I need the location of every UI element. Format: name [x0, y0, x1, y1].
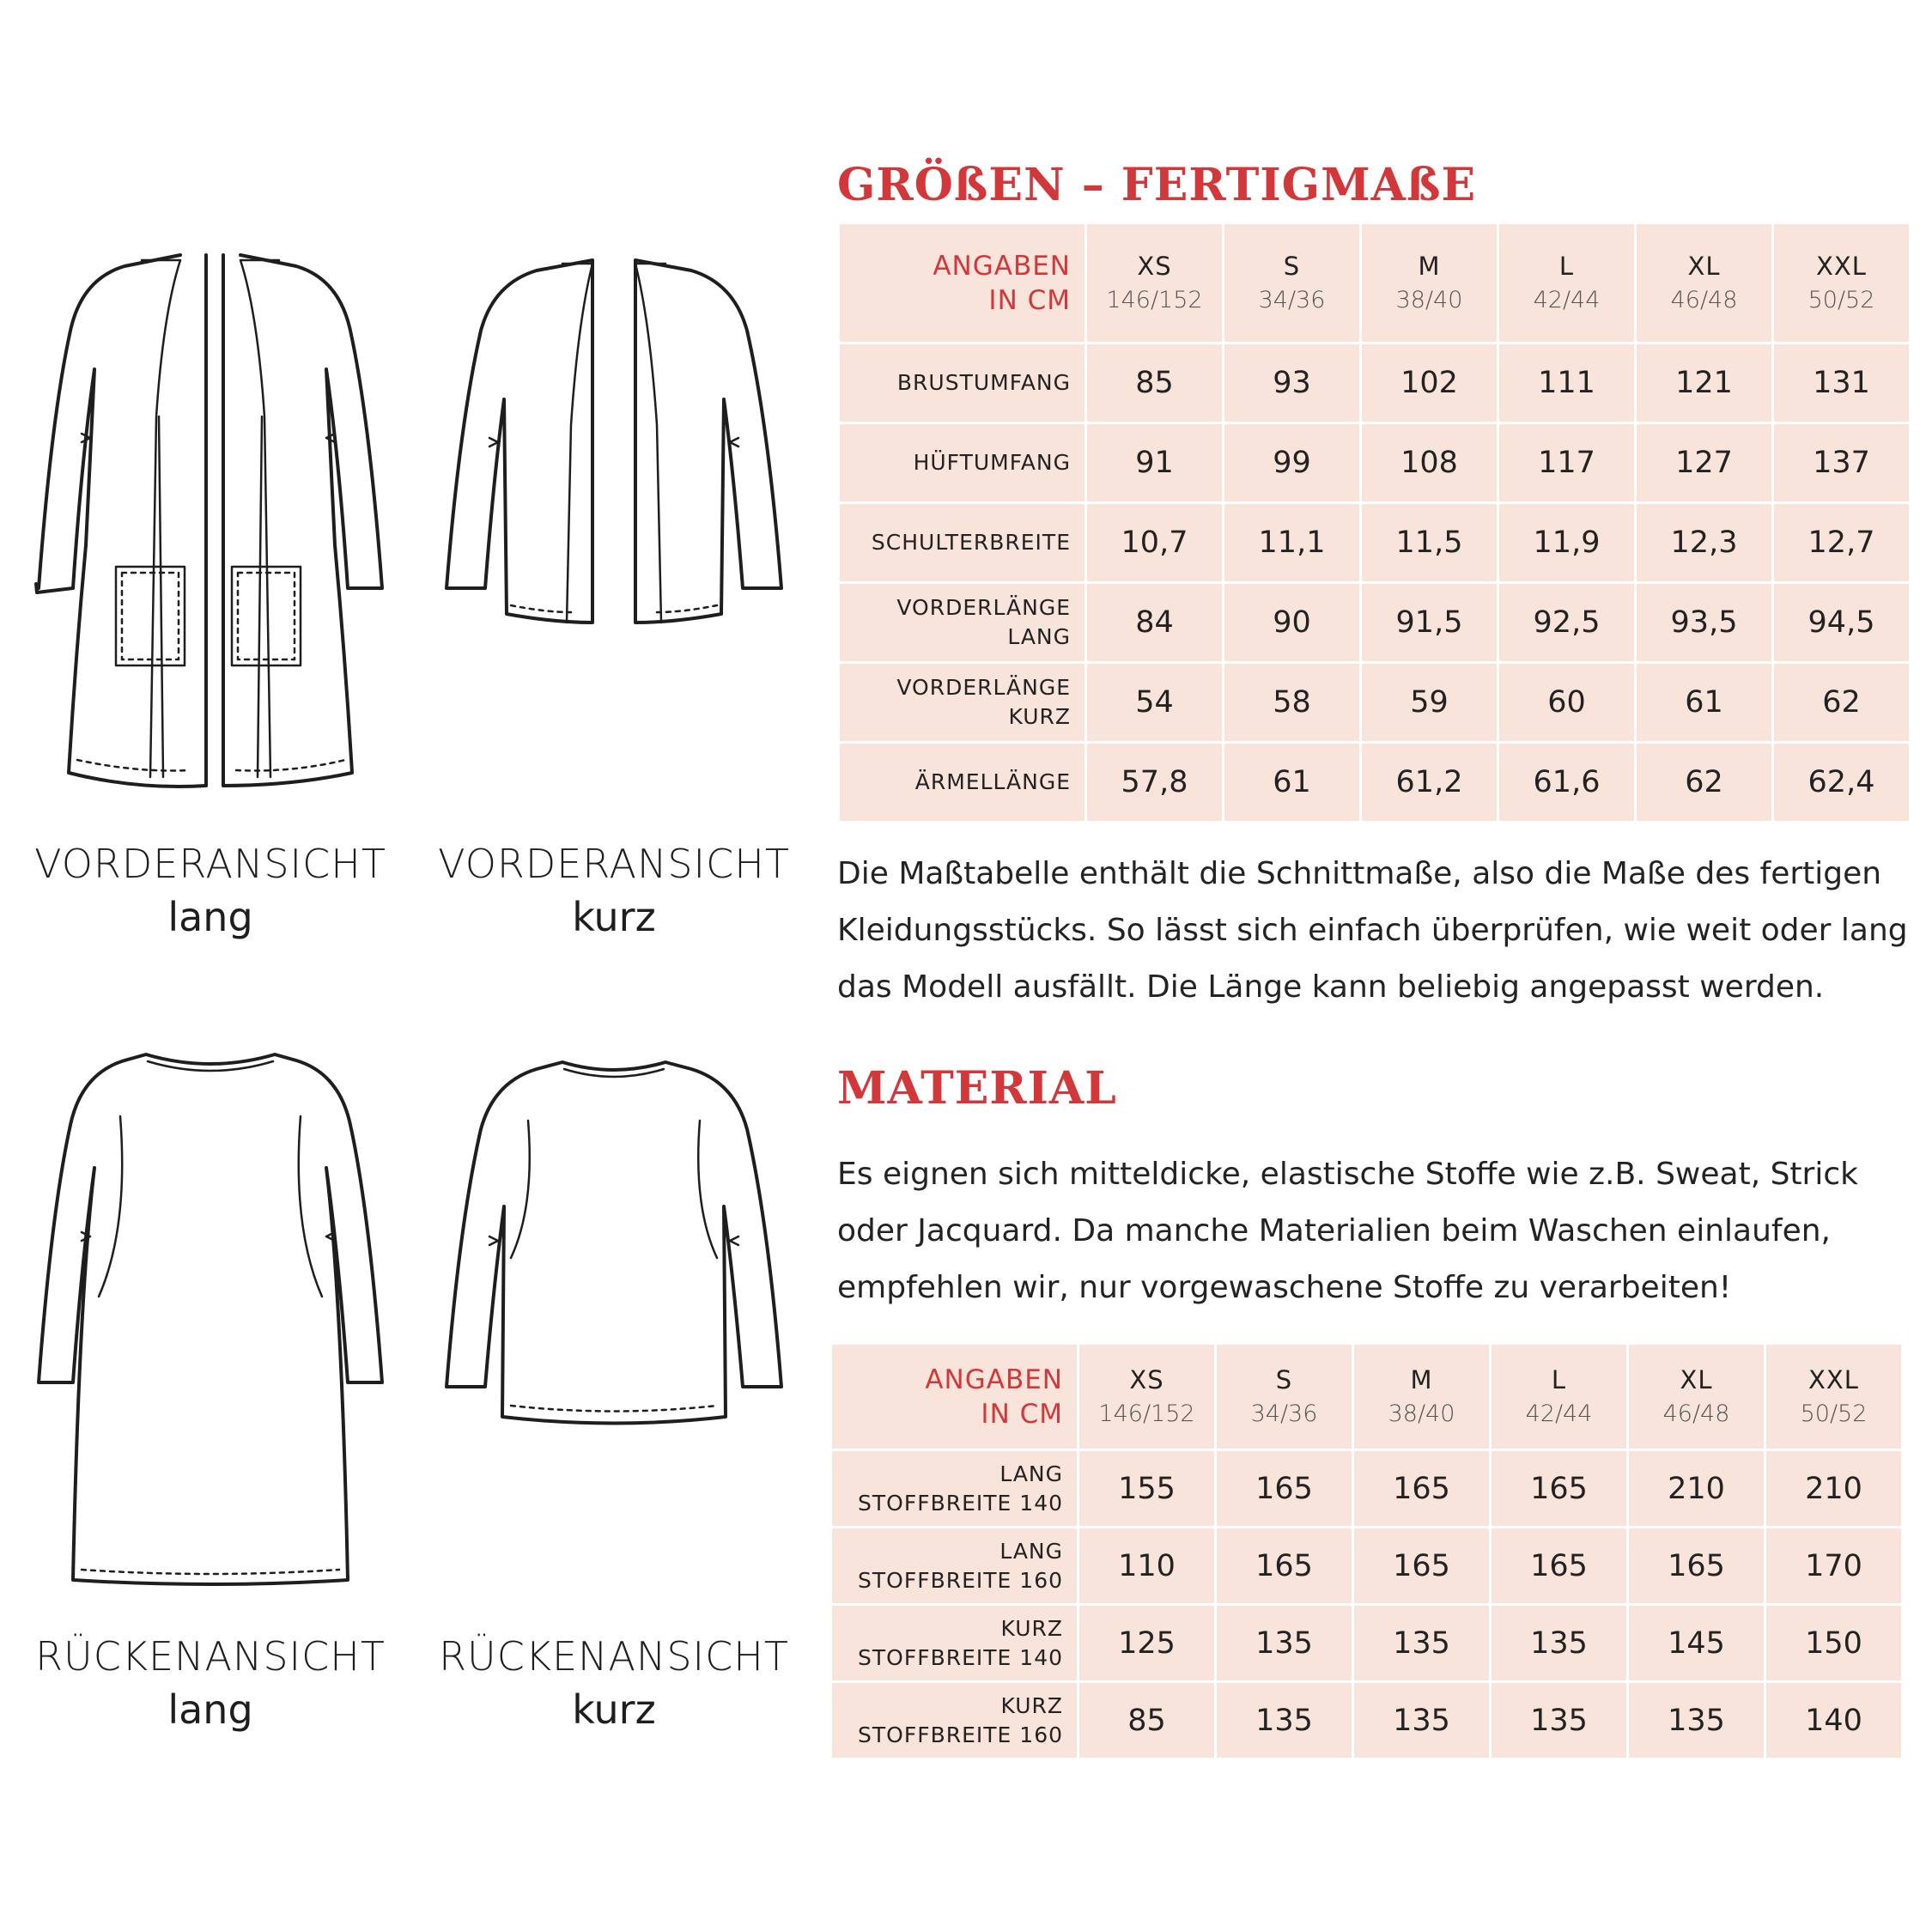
corner-line: IN CM [981, 1398, 1063, 1430]
back-long-cardigan-drawing [34, 1039, 386, 1597]
note-line: Kleidungsstücks. So lässt sich einfach überprüfen, wie weit oder lang [837, 913, 1908, 948]
table-cell: 135 [1628, 1682, 1765, 1759]
table-row [839, 423, 1911, 503]
corner-line: IN CM [988, 284, 1071, 316]
table-cell: 92,5 [1498, 583, 1636, 663]
caption-variant: kurz [572, 1686, 656, 1733]
fabric-requirement-table [829, 1342, 1904, 1760]
table-cell: 111 [1498, 343, 1636, 423]
row-label-line: LANG [999, 1538, 1063, 1564]
table-cell: 165 [1491, 1450, 1628, 1528]
table-row [831, 1605, 1903, 1682]
table-cell: 61 [1636, 663, 1773, 743]
size-label: S [1275, 1364, 1293, 1394]
table-cell: 91,5 [1361, 583, 1498, 663]
eu-size: 146/152 [1098, 1400, 1195, 1427]
table-cell: 99 [1224, 423, 1361, 503]
table-cell: 93 [1224, 343, 1361, 423]
front-short-sketch [442, 253, 786, 631]
back-short-cardigan-drawing [442, 1052, 786, 1430]
table-cell: 62 [1636, 743, 1773, 823]
column-header [1773, 223, 1911, 343]
table-cell: 170 [1765, 1528, 1903, 1605]
table-cell: 85 [1078, 1682, 1216, 1759]
size-label: S [1283, 251, 1301, 281]
eu-size: 146/152 [1106, 286, 1203, 313]
front-short-cardigan-drawing [442, 253, 786, 631]
caption-variant: kurz [572, 894, 656, 940]
table-cell: 140 [1765, 1682, 1903, 1759]
table-cell: 165 [1353, 1450, 1491, 1528]
table-cell: 85 [1086, 343, 1224, 423]
table-cell: 137 [1773, 423, 1911, 503]
row-label [831, 1528, 1078, 1605]
table-row [839, 743, 1911, 823]
column-header [1361, 223, 1498, 343]
finished-measurements-table [837, 222, 1911, 823]
caption-front-long [17, 837, 404, 944]
table-cell: 165 [1491, 1528, 1628, 1605]
row-label-line: STOFFBREITE 140 [858, 1490, 1063, 1516]
table-cell: 90 [1224, 583, 1361, 663]
caption-front-short [421, 837, 807, 944]
material-line: empfehlen wir, nur vorgewaschene Stoffe zu verarbeiten! [837, 1270, 1732, 1305]
size-label: XS [1137, 251, 1172, 281]
row-label-line: STOFFBREITE 160 [858, 1567, 1063, 1593]
table-cell: 135 [1353, 1682, 1491, 1759]
row-label [839, 663, 1086, 743]
table-corner-label [831, 1344, 1078, 1450]
back-short-sketch [442, 1052, 786, 1430]
sizes-note [837, 846, 1908, 1016]
table-cell: 210 [1765, 1450, 1903, 1528]
table-cell: 60 [1498, 663, 1636, 743]
table-cell: 93,5 [1636, 583, 1773, 663]
corner-line: ANGABEN [933, 250, 1071, 282]
table-row [839, 583, 1911, 663]
table-cell: 58 [1224, 663, 1361, 743]
row-label [831, 1605, 1078, 1682]
sizes-heading: GRÖßEN – FERTIGMAßE [837, 159, 1477, 211]
size-label: XL [1680, 1364, 1713, 1394]
table-corner-label [839, 223, 1086, 343]
column-header [1216, 1344, 1353, 1450]
table-cell: 102 [1361, 343, 1498, 423]
table-cell: 127 [1636, 423, 1773, 503]
row-label-line: STOFFBREITE 140 [858, 1644, 1063, 1670]
table-cell: 59 [1361, 663, 1498, 743]
row-label [831, 1682, 1078, 1759]
table-cell: 150 [1765, 1605, 1903, 1682]
table-header-row [831, 1344, 1903, 1450]
table-row [839, 343, 1911, 423]
table-cell: 165 [1628, 1528, 1765, 1605]
row-label-line: STOFFBREITE 160 [858, 1722, 1063, 1747]
caption-back-short [421, 1630, 807, 1736]
size-label: XXL [1816, 251, 1867, 281]
table-header-row [839, 223, 1911, 343]
size-label: L [1558, 251, 1575, 281]
table-row [831, 1682, 1903, 1759]
table-cell: 145 [1628, 1605, 1765, 1682]
column-header [1086, 223, 1224, 343]
row-label [831, 1450, 1078, 1528]
table-cell: 11,1 [1224, 503, 1361, 583]
caption-view: RÜCKENANSICHT [35, 1633, 386, 1680]
eu-size: 38/40 [1395, 286, 1463, 313]
table-cell: 165 [1216, 1450, 1353, 1528]
eu-size: 46/48 [1662, 1400, 1730, 1427]
table-cell: 110 [1078, 1528, 1216, 1605]
back-long-sketch [34, 1039, 386, 1597]
table-cell: 10,7 [1086, 503, 1224, 583]
table-cell: 135 [1353, 1605, 1491, 1682]
table-cell: 121 [1636, 343, 1773, 423]
table-cell: 11,5 [1361, 503, 1498, 583]
table-cell: 155 [1078, 1450, 1216, 1528]
table-cell: 11,9 [1498, 503, 1636, 583]
size-label: XL [1687, 251, 1721, 281]
table-row [831, 1450, 1903, 1528]
row-label-line: VORDERLÄNGE [896, 595, 1071, 620]
column-header [1491, 1344, 1628, 1450]
eu-size: 38/40 [1388, 1400, 1455, 1427]
caption-view: VORDERANSICHT [34, 841, 386, 887]
eu-size: 34/36 [1250, 1400, 1318, 1427]
table-cell: 84 [1086, 583, 1224, 663]
column-header [1636, 223, 1773, 343]
table-cell: 135 [1491, 1682, 1628, 1759]
front-long-cardigan-drawing [34, 245, 386, 803]
column-header [1224, 223, 1361, 343]
row-label-line: KURZ [1000, 1615, 1063, 1641]
caption-view: RÜCKENANSICHT [439, 1633, 789, 1680]
row-label [839, 583, 1086, 663]
note-line: Die Maßtabelle enthält die Schnittmaße, also die Maße des fertigen [837, 856, 1882, 891]
material-line: Es eignen sich mitteldicke, elastische Stoffe wie z.B. Sweat, Strick [837, 1157, 1858, 1192]
caption-variant: lang [167, 1686, 253, 1733]
eu-size: 46/48 [1670, 286, 1738, 313]
caption-back-long [17, 1630, 404, 1736]
table-cell: 108 [1361, 423, 1498, 503]
corner-line: ANGABEN [925, 1364, 1063, 1395]
table-cell: 165 [1353, 1528, 1491, 1605]
column-header [1628, 1344, 1765, 1450]
row-label-line: KURZ [1000, 1692, 1063, 1718]
material-line: oder Jacquard. Da manche Materialien beim Waschen einlaufen, [837, 1213, 1831, 1249]
table-cell: 62 [1773, 663, 1911, 743]
row-label: ÄRMELLÄNGE [839, 743, 1086, 823]
eu-size: 42/44 [1525, 1400, 1593, 1427]
table-cell: 131 [1773, 343, 1911, 423]
table-cell: 210 [1628, 1450, 1765, 1528]
table-cell: 135 [1216, 1682, 1353, 1759]
size-label: XS [1129, 1364, 1164, 1394]
table-cell: 94,5 [1773, 583, 1911, 663]
table-row [839, 503, 1911, 583]
table-cell: 57,8 [1086, 743, 1224, 823]
table-cell: 117 [1498, 423, 1636, 503]
eu-size: 50/52 [1800, 1400, 1868, 1427]
column-header [1353, 1344, 1491, 1450]
caption-variant: lang [167, 894, 253, 940]
table-row [831, 1528, 1903, 1605]
table-cell: 61,2 [1361, 743, 1498, 823]
eu-size: 50/52 [1807, 286, 1875, 313]
size-label: M [1418, 251, 1441, 281]
table-cell: 61 [1224, 743, 1361, 823]
table-cell: 12,3 [1636, 503, 1773, 583]
column-header [1498, 223, 1636, 343]
size-label: M [1410, 1364, 1433, 1394]
row-label-line: LANG [1007, 624, 1071, 649]
table-cell: 165 [1216, 1528, 1353, 1605]
eu-size: 34/36 [1258, 286, 1326, 313]
column-header [1078, 1344, 1216, 1450]
row-label: BRUSTUMFANG [839, 343, 1086, 423]
table-row [839, 663, 1911, 743]
size-label: XXL [1808, 1364, 1859, 1394]
table-cell: 61,6 [1498, 743, 1636, 823]
note-line: das Modell ausfällt. Die Länge kann beliebig angepasst werden. [837, 969, 1825, 1005]
row-label-line: VORDERLÄNGE [896, 675, 1071, 700]
size-label: L [1551, 1364, 1567, 1394]
row-label-line: KURZ [1008, 704, 1071, 729]
table-cell: 91 [1086, 423, 1224, 503]
front-long-sketch [34, 245, 386, 803]
table-cell: 62,4 [1773, 743, 1911, 823]
caption-view: VORDERANSICHT [438, 841, 790, 887]
table-cell: 135 [1491, 1605, 1628, 1682]
material-heading: MATERIAL [837, 1062, 1117, 1115]
row-label-line: LANG [999, 1461, 1063, 1486]
table-cell: 125 [1078, 1605, 1216, 1682]
material-text [837, 1146, 1858, 1316]
row-label: SCHULTERBREITE [839, 503, 1086, 583]
table-cell: 12,7 [1773, 503, 1911, 583]
column-header [1765, 1344, 1903, 1450]
table-cell: 54 [1086, 663, 1224, 743]
eu-size: 42/44 [1533, 286, 1601, 313]
row-label: HÜFTUMFANG [839, 423, 1086, 503]
table-cell: 135 [1216, 1605, 1353, 1682]
